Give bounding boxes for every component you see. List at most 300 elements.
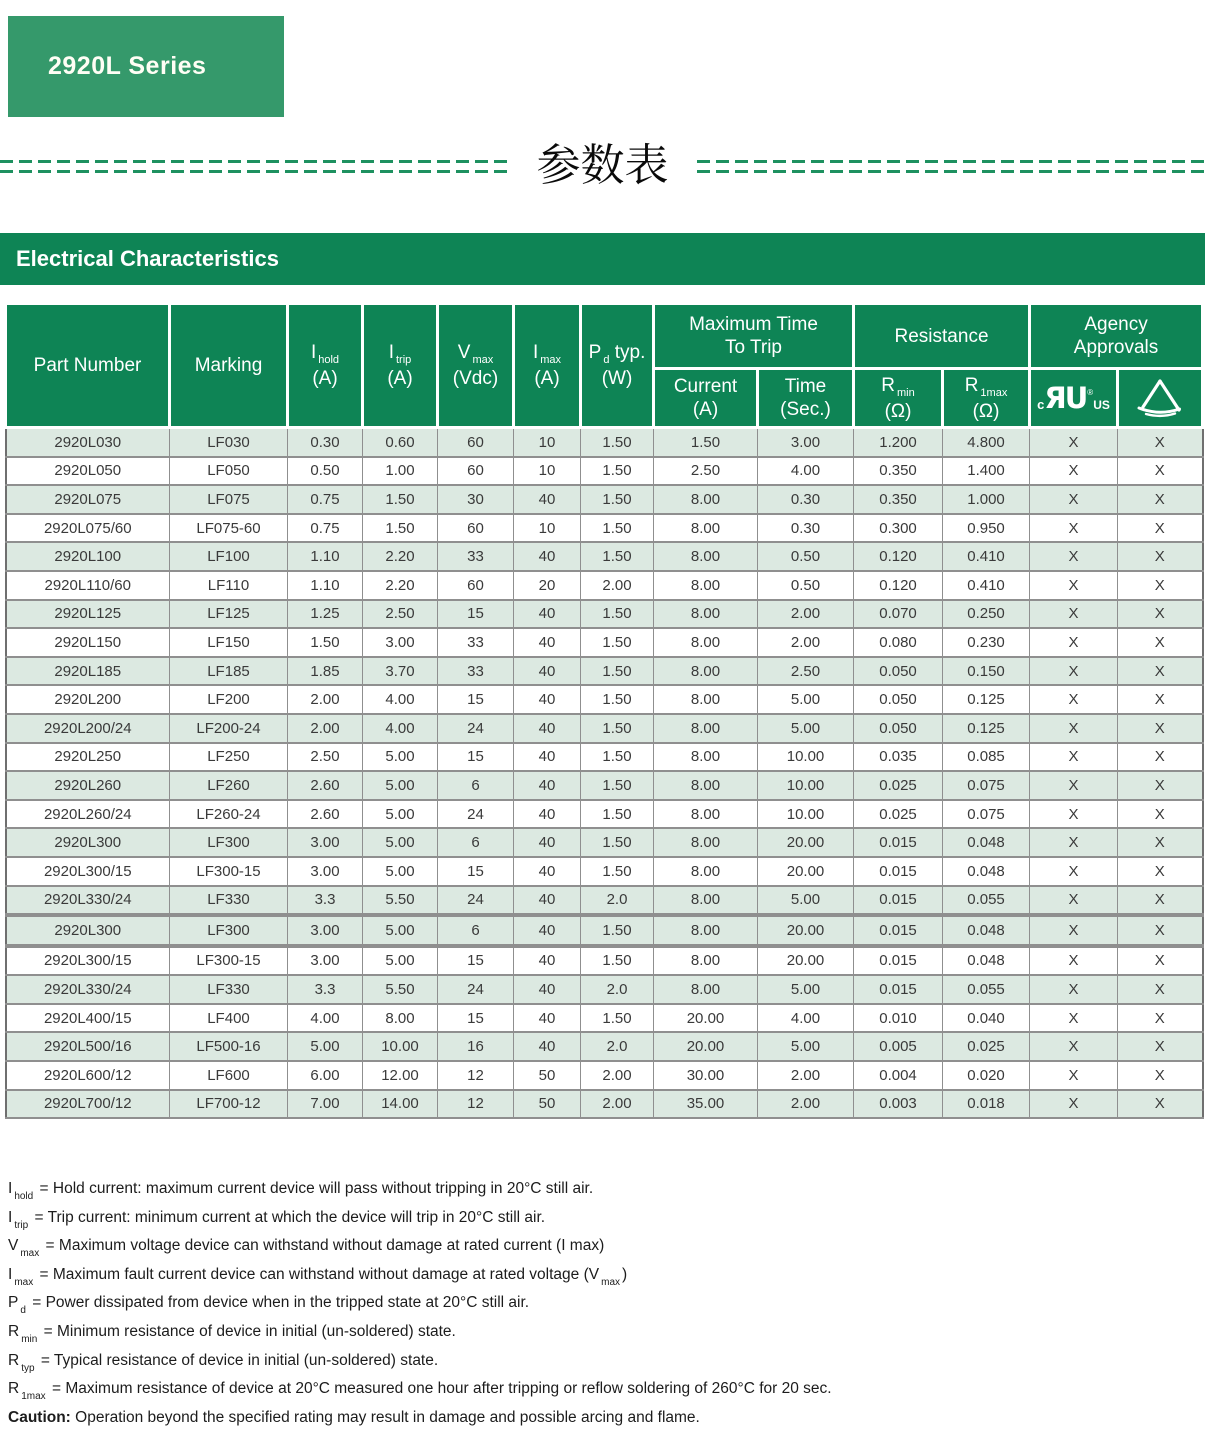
cell-marking: LF030 (170, 428, 288, 457)
cell-ul-approval: X (1030, 714, 1118, 743)
cell-r-min: 0.004 (854, 1061, 943, 1090)
cell-trip-current: 2.50 (654, 457, 758, 486)
cell-marking: LF330 (170, 886, 288, 916)
cell-trip-time: 20.00 (758, 915, 854, 946)
cell-trip-current: 8.00 (654, 514, 758, 543)
cell-v-max: 33 (438, 657, 514, 686)
cell-trip-current: 8.00 (654, 743, 758, 772)
cell-pd-typ: 1.50 (581, 743, 654, 772)
cell-part-number: 2920L125 (6, 600, 170, 629)
cell-triangle-approval: X (1118, 800, 1203, 829)
cell-r-min: 0.015 (854, 946, 943, 976)
cell-i-trip: 1.50 (363, 514, 438, 543)
cell-i-trip: 5.00 (363, 800, 438, 829)
cell-part-number: 2920L150 (6, 628, 170, 657)
table-row (6, 571, 1203, 600)
cell-triangle-approval: X (1118, 485, 1203, 514)
cell-triangle-approval: X (1118, 857, 1203, 886)
cell-v-max: 6 (438, 915, 514, 946)
cell-trip-current: 8.00 (654, 771, 758, 800)
cell-triangle-approval: X (1118, 600, 1203, 629)
cell-part-number: 2920L050 (6, 457, 170, 486)
cell-ul-approval: X (1030, 1061, 1118, 1090)
cell-r-1max: 1.400 (943, 457, 1030, 486)
cell-marking: LF200-24 (170, 714, 288, 743)
cell-triangle-approval: X (1118, 1090, 1203, 1119)
cell-i-trip: 1.50 (363, 485, 438, 514)
cell-r-1max: 0.950 (943, 514, 1030, 543)
cell-pd-typ: 2.0 (581, 886, 654, 916)
cell-ul-approval: X (1030, 1004, 1118, 1033)
cell-v-max: 24 (438, 800, 514, 829)
cell-ul-approval: X (1030, 628, 1118, 657)
cell-i-trip: 3.00 (363, 628, 438, 657)
table-row (6, 886, 1203, 916)
triangle-cert-icon (1134, 377, 1186, 419)
table-row (6, 428, 1203, 457)
cell-trip-current: 8.00 (654, 600, 758, 629)
cell-i-hold: 3.00 (288, 915, 363, 946)
cell-ul-approval: X (1030, 975, 1118, 1004)
cell-v-max: 60 (438, 428, 514, 457)
cell-triangle-approval: X (1118, 542, 1203, 571)
cell-i-hold: 4.00 (288, 1004, 363, 1033)
cell-trip-time: 10.00 (758, 743, 854, 772)
cell-i-max: 40 (514, 542, 581, 571)
cell-v-max: 24 (438, 886, 514, 916)
cell-part-number: 2920L260 (6, 771, 170, 800)
cell-v-max: 12 (438, 1061, 514, 1090)
cell-trip-current: 8.00 (654, 485, 758, 514)
cell-ul-approval: X (1030, 514, 1118, 543)
cell-marking: LF500-16 (170, 1032, 288, 1061)
divider-dashes-left (0, 159, 509, 174)
footnote: R $_{min}$ = Minimum resistance of device in initial (un-soldered) state. (8, 1319, 1198, 1348)
cell-pd-typ: 1.50 (581, 457, 654, 486)
cell-trip-time: 0.30 (758, 485, 854, 514)
cell-r-1max: 0.048 (943, 946, 1030, 976)
cell-trip-current: 8.00 (654, 886, 758, 916)
table-row (6, 714, 1203, 743)
cell-trip-current: 30.00 (654, 1061, 758, 1090)
cell-ul-approval: X (1030, 1090, 1118, 1119)
cell-r-min: 0.015 (854, 975, 943, 1004)
footnote: R $_{1max}$ = Maximum resistance of device at 20°C measured one hour after tripping or reflow soldering of 260°C for 20 sec. (8, 1376, 1198, 1405)
cell-pd-typ: 1.50 (581, 800, 654, 829)
cell-i-hold: 1.10 (288, 542, 363, 571)
cell-i-hold: 3.3 (288, 975, 363, 1004)
cell-part-number: 2920L030 (6, 428, 170, 457)
cell-i-max: 50 (514, 1061, 581, 1090)
table-row (6, 1061, 1203, 1090)
cell-v-max: 60 (438, 457, 514, 486)
cell-trip-time: 0.50 (758, 542, 854, 571)
footnote: Caution: Operation beyond the specified rating may result in damage and possible arcing and flame. (8, 1405, 1198, 1431)
col-triangle-cert (1118, 369, 1203, 428)
cell-r-min: 0.015 (854, 886, 943, 916)
cell-v-max: 24 (438, 975, 514, 1004)
col-cul-us (1030, 369, 1118, 428)
cell-triangle-approval: X (1118, 946, 1203, 976)
cell-part-number: 2920L300 (6, 915, 170, 946)
cell-trip-time: 10.00 (758, 771, 854, 800)
cell-r-1max: 0.048 (943, 857, 1030, 886)
cell-i-trip: 14.00 (363, 1090, 438, 1119)
cell-pd-typ: 1.50 (581, 828, 654, 857)
cell-part-number: 2920L185 (6, 657, 170, 686)
table-row (6, 946, 1203, 976)
cell-pd-typ: 1.50 (581, 714, 654, 743)
cell-triangle-approval: X (1118, 457, 1203, 486)
cell-v-max: 15 (438, 857, 514, 886)
cell-marking: LF250 (170, 743, 288, 772)
cell-ul-approval: X (1030, 485, 1118, 514)
cell-i-hold: 3.00 (288, 857, 363, 886)
cell-r-min: 0.003 (854, 1090, 943, 1119)
cell-trip-current: 8.00 (654, 685, 758, 714)
cell-trip-current: 20.00 (654, 1032, 758, 1061)
cell-r-1max: 0.075 (943, 800, 1030, 829)
cell-pd-typ: 2.0 (581, 975, 654, 1004)
table-row (6, 857, 1203, 886)
cell-i-max: 40 (514, 886, 581, 916)
cell-v-max: 15 (438, 1004, 514, 1033)
cell-i-trip: 2.20 (363, 542, 438, 571)
electrical-characteristics-table (4, 302, 1204, 1119)
cell-r-1max: 1.000 (943, 485, 1030, 514)
cell-trip-time: 0.50 (758, 571, 854, 600)
table-row (6, 514, 1203, 543)
cell-r-1max: 0.055 (943, 975, 1030, 1004)
cell-v-max: 15 (438, 743, 514, 772)
cell-i-trip: 1.00 (363, 457, 438, 486)
footnotes (8, 1176, 1198, 1431)
cell-trip-current: 20.00 (654, 1004, 758, 1033)
cell-ul-approval: X (1030, 857, 1118, 886)
cell-marking: LF400 (170, 1004, 288, 1033)
cell-trip-current: 8.00 (654, 915, 758, 946)
cell-i-hold: 2.00 (288, 685, 363, 714)
section-banner-title: Electrical Characteristics (0, 246, 279, 272)
grp-resistance: Resistance (854, 304, 1030, 369)
cell-r-min: 0.350 (854, 457, 943, 486)
cell-trip-time: 5.00 (758, 714, 854, 743)
cell-triangle-approval: X (1118, 915, 1203, 946)
cell-pd-typ: 1.50 (581, 915, 654, 946)
cell-i-trip: 2.50 (363, 600, 438, 629)
col-part-number: Part Number (6, 304, 170, 428)
cell-i-hold: 2.00 (288, 714, 363, 743)
cell-pd-typ: 1.50 (581, 600, 654, 629)
cell-i-trip: 5.00 (363, 915, 438, 946)
cell-marking: LF125 (170, 600, 288, 629)
section-banner (0, 233, 1205, 285)
cell-i-max: 40 (514, 857, 581, 886)
cell-i-trip: 3.70 (363, 657, 438, 686)
table-row (6, 657, 1203, 686)
grp-agency-approvals: Agency Approvals (1030, 304, 1203, 369)
cell-trip-current: 8.00 (654, 828, 758, 857)
cell-r-1max: 0.250 (943, 600, 1030, 629)
cell-pd-typ: 1.50 (581, 857, 654, 886)
cell-r-1max: 0.085 (943, 743, 1030, 772)
cell-r-min: 0.120 (854, 571, 943, 600)
cell-r-1max: 0.150 (943, 657, 1030, 686)
cell-ul-approval: X (1030, 743, 1118, 772)
cell-marking: LF260-24 (170, 800, 288, 829)
cell-triangle-approval: X (1118, 743, 1203, 772)
cell-trip-time: 2.00 (758, 628, 854, 657)
cell-ul-approval: X (1030, 457, 1118, 486)
cell-i-max: 40 (514, 800, 581, 829)
cell-r-min: 0.015 (854, 915, 943, 946)
cell-i-trip: 2.20 (363, 571, 438, 600)
col-pd-typ: P $_d$ typ. (W) (581, 304, 654, 428)
cell-i-hold: 3.00 (288, 946, 363, 976)
cell-triangle-approval: X (1118, 771, 1203, 800)
cell-part-number: 2920L250 (6, 743, 170, 772)
cell-i-max: 40 (514, 1004, 581, 1033)
cell-r-min: 0.350 (854, 485, 943, 514)
cell-marking: LF100 (170, 542, 288, 571)
cell-i-trip: 5.00 (363, 743, 438, 772)
cell-i-trip: 12.00 (363, 1061, 438, 1090)
cell-v-max: 12 (438, 1090, 514, 1119)
cell-trip-time: 10.00 (758, 800, 854, 829)
cell-pd-typ: 2.0 (581, 1032, 654, 1061)
cell-i-trip: 4.00 (363, 685, 438, 714)
cell-trip-time: 5.00 (758, 685, 854, 714)
cell-v-max: 6 (438, 771, 514, 800)
cell-part-number: 2920L330/24 (6, 975, 170, 1004)
cell-i-trip: 5.50 (363, 975, 438, 1004)
cell-i-trip: 5.50 (363, 886, 438, 916)
cell-pd-typ: 2.00 (581, 571, 654, 600)
cell-part-number: 2920L110/60 (6, 571, 170, 600)
cell-trip-current: 1.50 (654, 428, 758, 457)
cell-ul-approval: X (1030, 685, 1118, 714)
table-row (6, 1032, 1203, 1061)
cell-marking: LF050 (170, 457, 288, 486)
cell-r-min: 0.015 (854, 828, 943, 857)
cell-marking: LF260 (170, 771, 288, 800)
cell-r-min: 0.025 (854, 771, 943, 800)
cell-v-max: 15 (438, 946, 514, 976)
cell-part-number: 2920L300 (6, 828, 170, 857)
cell-trip-current: 8.00 (654, 946, 758, 976)
col-v-max: V $_{max}$ (Vdc) (438, 304, 514, 428)
cell-i-max: 40 (514, 771, 581, 800)
cell-triangle-approval: X (1118, 571, 1203, 600)
cell-marking: LF075 (170, 485, 288, 514)
cell-ul-approval: X (1030, 428, 1118, 457)
cell-ul-approval: X (1030, 886, 1118, 916)
cell-ul-approval: X (1030, 1032, 1118, 1061)
cell-i-max: 40 (514, 685, 581, 714)
cell-v-max: 24 (438, 714, 514, 743)
table-row (6, 771, 1203, 800)
cell-pd-typ: 1.50 (581, 628, 654, 657)
cell-part-number: 2920L260/24 (6, 800, 170, 829)
cell-trip-current: 8.00 (654, 714, 758, 743)
cell-pd-typ: 1.50 (581, 514, 654, 543)
table-row (6, 915, 1203, 946)
cell-i-hold: 1.10 (288, 571, 363, 600)
cell-ul-approval: X (1030, 600, 1118, 629)
cell-i-max: 40 (514, 600, 581, 629)
footnote: I $_{max}$ = Maximum fault current device can withstand without damage at rated voltage (V $_{max}$ ) (8, 1262, 1198, 1291)
cell-triangle-approval: X (1118, 714, 1203, 743)
section-divider (0, 138, 1205, 194)
cell-trip-time: 5.00 (758, 1032, 854, 1061)
cell-trip-current: 8.00 (654, 800, 758, 829)
cell-r-min: 0.300 (854, 514, 943, 543)
cell-trip-time: 4.00 (758, 1004, 854, 1033)
cell-part-number: 2920L200 (6, 685, 170, 714)
cell-triangle-approval: X (1118, 685, 1203, 714)
series-badge-label: 2920L Series (8, 52, 206, 81)
cell-v-max: 30 (438, 485, 514, 514)
cell-ul-approval: X (1030, 657, 1118, 686)
cell-trip-time: 20.00 (758, 946, 854, 976)
table-row (6, 542, 1203, 571)
table-row (6, 975, 1203, 1004)
series-badge (8, 16, 284, 117)
cell-r-1max: 0.410 (943, 571, 1030, 600)
cell-r-1max: 0.125 (943, 714, 1030, 743)
cell-r-min: 0.080 (854, 628, 943, 657)
cell-i-max: 40 (514, 485, 581, 514)
cell-part-number: 2920L075 (6, 485, 170, 514)
cell-trip-current: 8.00 (654, 628, 758, 657)
cell-i-hold: 0.75 (288, 485, 363, 514)
col-r-min: R $_{min}$ (Ω) (854, 369, 943, 428)
cell-part-number: 2920L300/15 (6, 857, 170, 886)
cell-i-max: 40 (514, 975, 581, 1004)
cell-marking: LF150 (170, 628, 288, 657)
cell-i-hold: 1.50 (288, 628, 363, 657)
cell-part-number: 2920L100 (6, 542, 170, 571)
cell-i-max: 40 (514, 628, 581, 657)
cell-ul-approval: X (1030, 828, 1118, 857)
cell-i-max: 40 (514, 714, 581, 743)
cell-i-max: 10 (514, 514, 581, 543)
cell-trip-current: 8.00 (654, 571, 758, 600)
cell-marking: LF330 (170, 975, 288, 1004)
table-row (6, 1090, 1203, 1119)
cell-i-hold: 0.30 (288, 428, 363, 457)
cell-trip-current: 8.00 (654, 857, 758, 886)
cell-i-trip: 8.00 (363, 1004, 438, 1033)
cell-v-max: 15 (438, 600, 514, 629)
cell-trip-time: 20.00 (758, 828, 854, 857)
cell-i-trip: 5.00 (363, 771, 438, 800)
col-i-max: I $_{max}$ (A) (514, 304, 581, 428)
table-row (6, 628, 1203, 657)
cell-r-1max: 0.230 (943, 628, 1030, 657)
cell-i-trip: 5.00 (363, 857, 438, 886)
cell-part-number: 2920L200/24 (6, 714, 170, 743)
cell-trip-time: 2.00 (758, 1090, 854, 1119)
cell-i-trip: 5.00 (363, 828, 438, 857)
cell-i-hold: 2.60 (288, 800, 363, 829)
cell-r-1max: 0.125 (943, 685, 1030, 714)
cell-part-number: 2920L500/16 (6, 1032, 170, 1061)
cell-r-1max: 0.075 (943, 771, 1030, 800)
footnote: P $_d$ = Power dissipated from device when in the tripped state at 20°C still air. (8, 1290, 1198, 1319)
cell-i-max: 40 (514, 1032, 581, 1061)
cell-triangle-approval: X (1118, 1061, 1203, 1090)
cell-i-trip: 4.00 (363, 714, 438, 743)
footnote: I $_{trip}$ = Trip current: minimum current at which the device will trip in 20°C still air. (8, 1205, 1198, 1234)
cell-trip-time: 2.50 (758, 657, 854, 686)
cell-i-trip: 5.00 (363, 946, 438, 976)
cell-marking: LF300-15 (170, 946, 288, 976)
cell-trip-time: 5.00 (758, 975, 854, 1004)
cell-trip-current: 35.00 (654, 1090, 758, 1119)
table-row (6, 743, 1203, 772)
cell-r-min: 0.050 (854, 657, 943, 686)
cell-r-min: 0.005 (854, 1032, 943, 1061)
cell-i-max: 40 (514, 657, 581, 686)
cell-i-hold: 3.3 (288, 886, 363, 916)
cell-pd-typ: 1.50 (581, 428, 654, 457)
cell-v-max: 60 (438, 571, 514, 600)
cell-v-max: 33 (438, 542, 514, 571)
cell-marking: LF110 (170, 571, 288, 600)
cell-trip-time: 5.00 (758, 886, 854, 916)
cell-i-max: 40 (514, 915, 581, 946)
cell-i-hold: 3.00 (288, 828, 363, 857)
cell-triangle-approval: X (1118, 514, 1203, 543)
cell-i-hold: 2.60 (288, 771, 363, 800)
cell-marking: LF300 (170, 828, 288, 857)
cell-r-1max: 0.048 (943, 915, 1030, 946)
col-marking: Marking (170, 304, 288, 428)
cell-r-1max: 4.800 (943, 428, 1030, 457)
cell-marking: LF185 (170, 657, 288, 686)
cell-trip-current: 8.00 (654, 657, 758, 686)
cell-part-number: 2920L700/12 (6, 1090, 170, 1119)
cell-ul-approval: X (1030, 915, 1118, 946)
cell-triangle-approval: X (1118, 828, 1203, 857)
cell-r-min: 0.015 (854, 857, 943, 886)
cell-pd-typ: 2.00 (581, 1061, 654, 1090)
cell-i-max: 50 (514, 1090, 581, 1119)
cell-trip-time: 2.00 (758, 1061, 854, 1090)
cell-i-hold: 0.50 (288, 457, 363, 486)
table-row (6, 457, 1203, 486)
col-i-trip: I $_{trip}$ (A) (363, 304, 438, 428)
cell-i-max: 40 (514, 743, 581, 772)
cell-pd-typ: 1.50 (581, 771, 654, 800)
cell-marking: LF600 (170, 1061, 288, 1090)
cell-pd-typ: 1.50 (581, 685, 654, 714)
cell-ul-approval: X (1030, 571, 1118, 600)
cell-i-hold: 7.00 (288, 1090, 363, 1119)
col-trip-time: Time (Sec.) (758, 369, 854, 428)
table-row (6, 800, 1203, 829)
cell-i-hold: 2.50 (288, 743, 363, 772)
cell-triangle-approval: X (1118, 1004, 1203, 1033)
cell-r-1max: 0.048 (943, 828, 1030, 857)
cell-v-max: 60 (438, 514, 514, 543)
cell-r-1max: 0.040 (943, 1004, 1030, 1033)
page-title-cn: 参数表 (509, 144, 697, 188)
cell-r-1max: 0.025 (943, 1032, 1030, 1061)
cell-r-min: 1.200 (854, 428, 943, 457)
cell-i-max: 20 (514, 571, 581, 600)
